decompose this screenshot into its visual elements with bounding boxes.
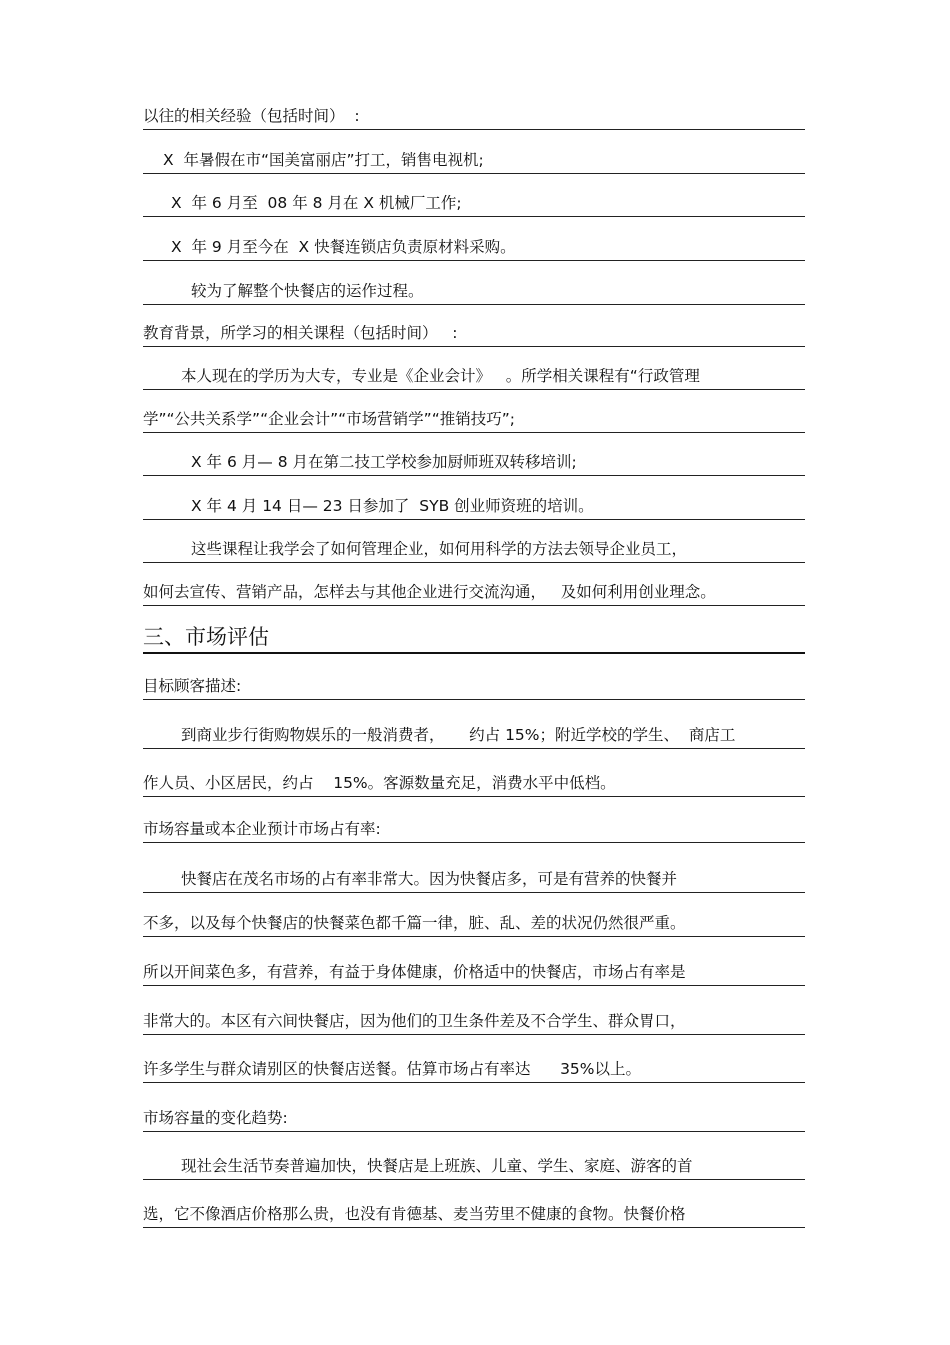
text-line [143, 496, 805, 520]
text-line [143, 409, 805, 433]
line-text: 不多，以及每个快餐店的快餐菜色都千篇一律，脏、乱、差的状况仍然很严重。 [143, 914, 686, 932]
text-line [143, 106, 805, 130]
text-line [143, 676, 805, 700]
line-text: X 年 9 月至今在 X 快餐连锁店负责原材料采购。 [171, 238, 516, 256]
text-line [143, 539, 805, 563]
line-text: 到商业步行街购物娱乐的一般消费者， 约占 15%；附近学校的学生、 商店工 [181, 726, 736, 744]
text-line [143, 150, 805, 174]
line-text: 本人现在的学历为大专，专业是《企业会计》 。所学相关课程有“行政管理 [181, 367, 700, 385]
line-text: 以往的相关经验（包括时间） : [143, 107, 360, 125]
line-text: 如何去宣传、营销产品，怎样去与其他企业进行交流沟通， 及如何利用创业理念。 [143, 583, 716, 601]
section-heading [143, 624, 805, 654]
line-text: 作人员、小区居民，约占 15%。客源数量充足，消费水平中低档。 [143, 774, 616, 792]
text-line [143, 237, 805, 261]
line-text: X 年 6 月至 08 年 8 月在 X 机械厂工作; [171, 194, 462, 212]
section-heading-text: 三、市场评估 [143, 625, 269, 649]
text-line [143, 819, 805, 843]
line-text: 所以开间菜色多，有营养，有益于身体健康，价格适中的快餐店，市场占有率是 [143, 963, 686, 981]
line-text: 非常大的。本区有六间快餐店，因为他们的卫生条件差及不合学生、群众胃口， [143, 1012, 686, 1030]
text-line [143, 582, 805, 606]
text-line [143, 773, 805, 797]
line-text: 教育背景，所学习的相关课程（包括时间） : [143, 324, 458, 342]
text-line [143, 869, 805, 893]
text-line [143, 1204, 805, 1228]
text-line [143, 1156, 805, 1180]
line-text: X 年 6 月— 8 月在第二技工学校参加厨师班双转移培训; [191, 453, 577, 471]
text-line [143, 323, 805, 347]
line-text: 市场容量的变化趋势: [143, 1109, 288, 1127]
text-line [143, 1108, 805, 1132]
text-line [143, 962, 805, 986]
text-line [143, 1059, 805, 1083]
line-text: X 年 4 月 14 日— 23 日参加了 SYB 创业师资班的培训。 [191, 497, 594, 515]
line-text: 现社会生活节奏普遍加快，快餐店是上班族、儿童、学生、家庭、游客的首 [181, 1157, 693, 1175]
line-text: 较为了解整个快餐店的运作过程。 [191, 282, 424, 300]
text-line [143, 366, 805, 390]
line-text: 市场容量或本企业预计市场占有率: [143, 820, 381, 838]
text-line [143, 281, 805, 305]
line-text: 快餐店在茂名市场的占有率非常大。因为快餐店多，可是有营养的快餐并 [181, 870, 678, 888]
line-text: 学”“公共关系学”“企业会计”“市场营销学”“推销技巧”; [143, 410, 515, 428]
text-line [143, 725, 805, 749]
text-line [143, 913, 805, 937]
text-line [143, 193, 805, 217]
line-text: 选，它不像酒店价格那么贵，也没有肯德基、麦当劳里不健康的食物。快餐价格 [143, 1205, 686, 1223]
text-line [143, 1011, 805, 1035]
line-text: 许多学生与群众请别区的快餐店送餐。估算市场占有率达 35%以上。 [143, 1060, 642, 1078]
line-text: 目标顾客描述: [143, 677, 242, 695]
text-line [143, 452, 805, 476]
line-text: 这些课程让我学会了如何管理企业，如何用科学的方法去领导企业员工， [191, 540, 688, 558]
line-text: X 年暑假在市“国美富丽店”打工，销售电视机; [163, 151, 484, 169]
